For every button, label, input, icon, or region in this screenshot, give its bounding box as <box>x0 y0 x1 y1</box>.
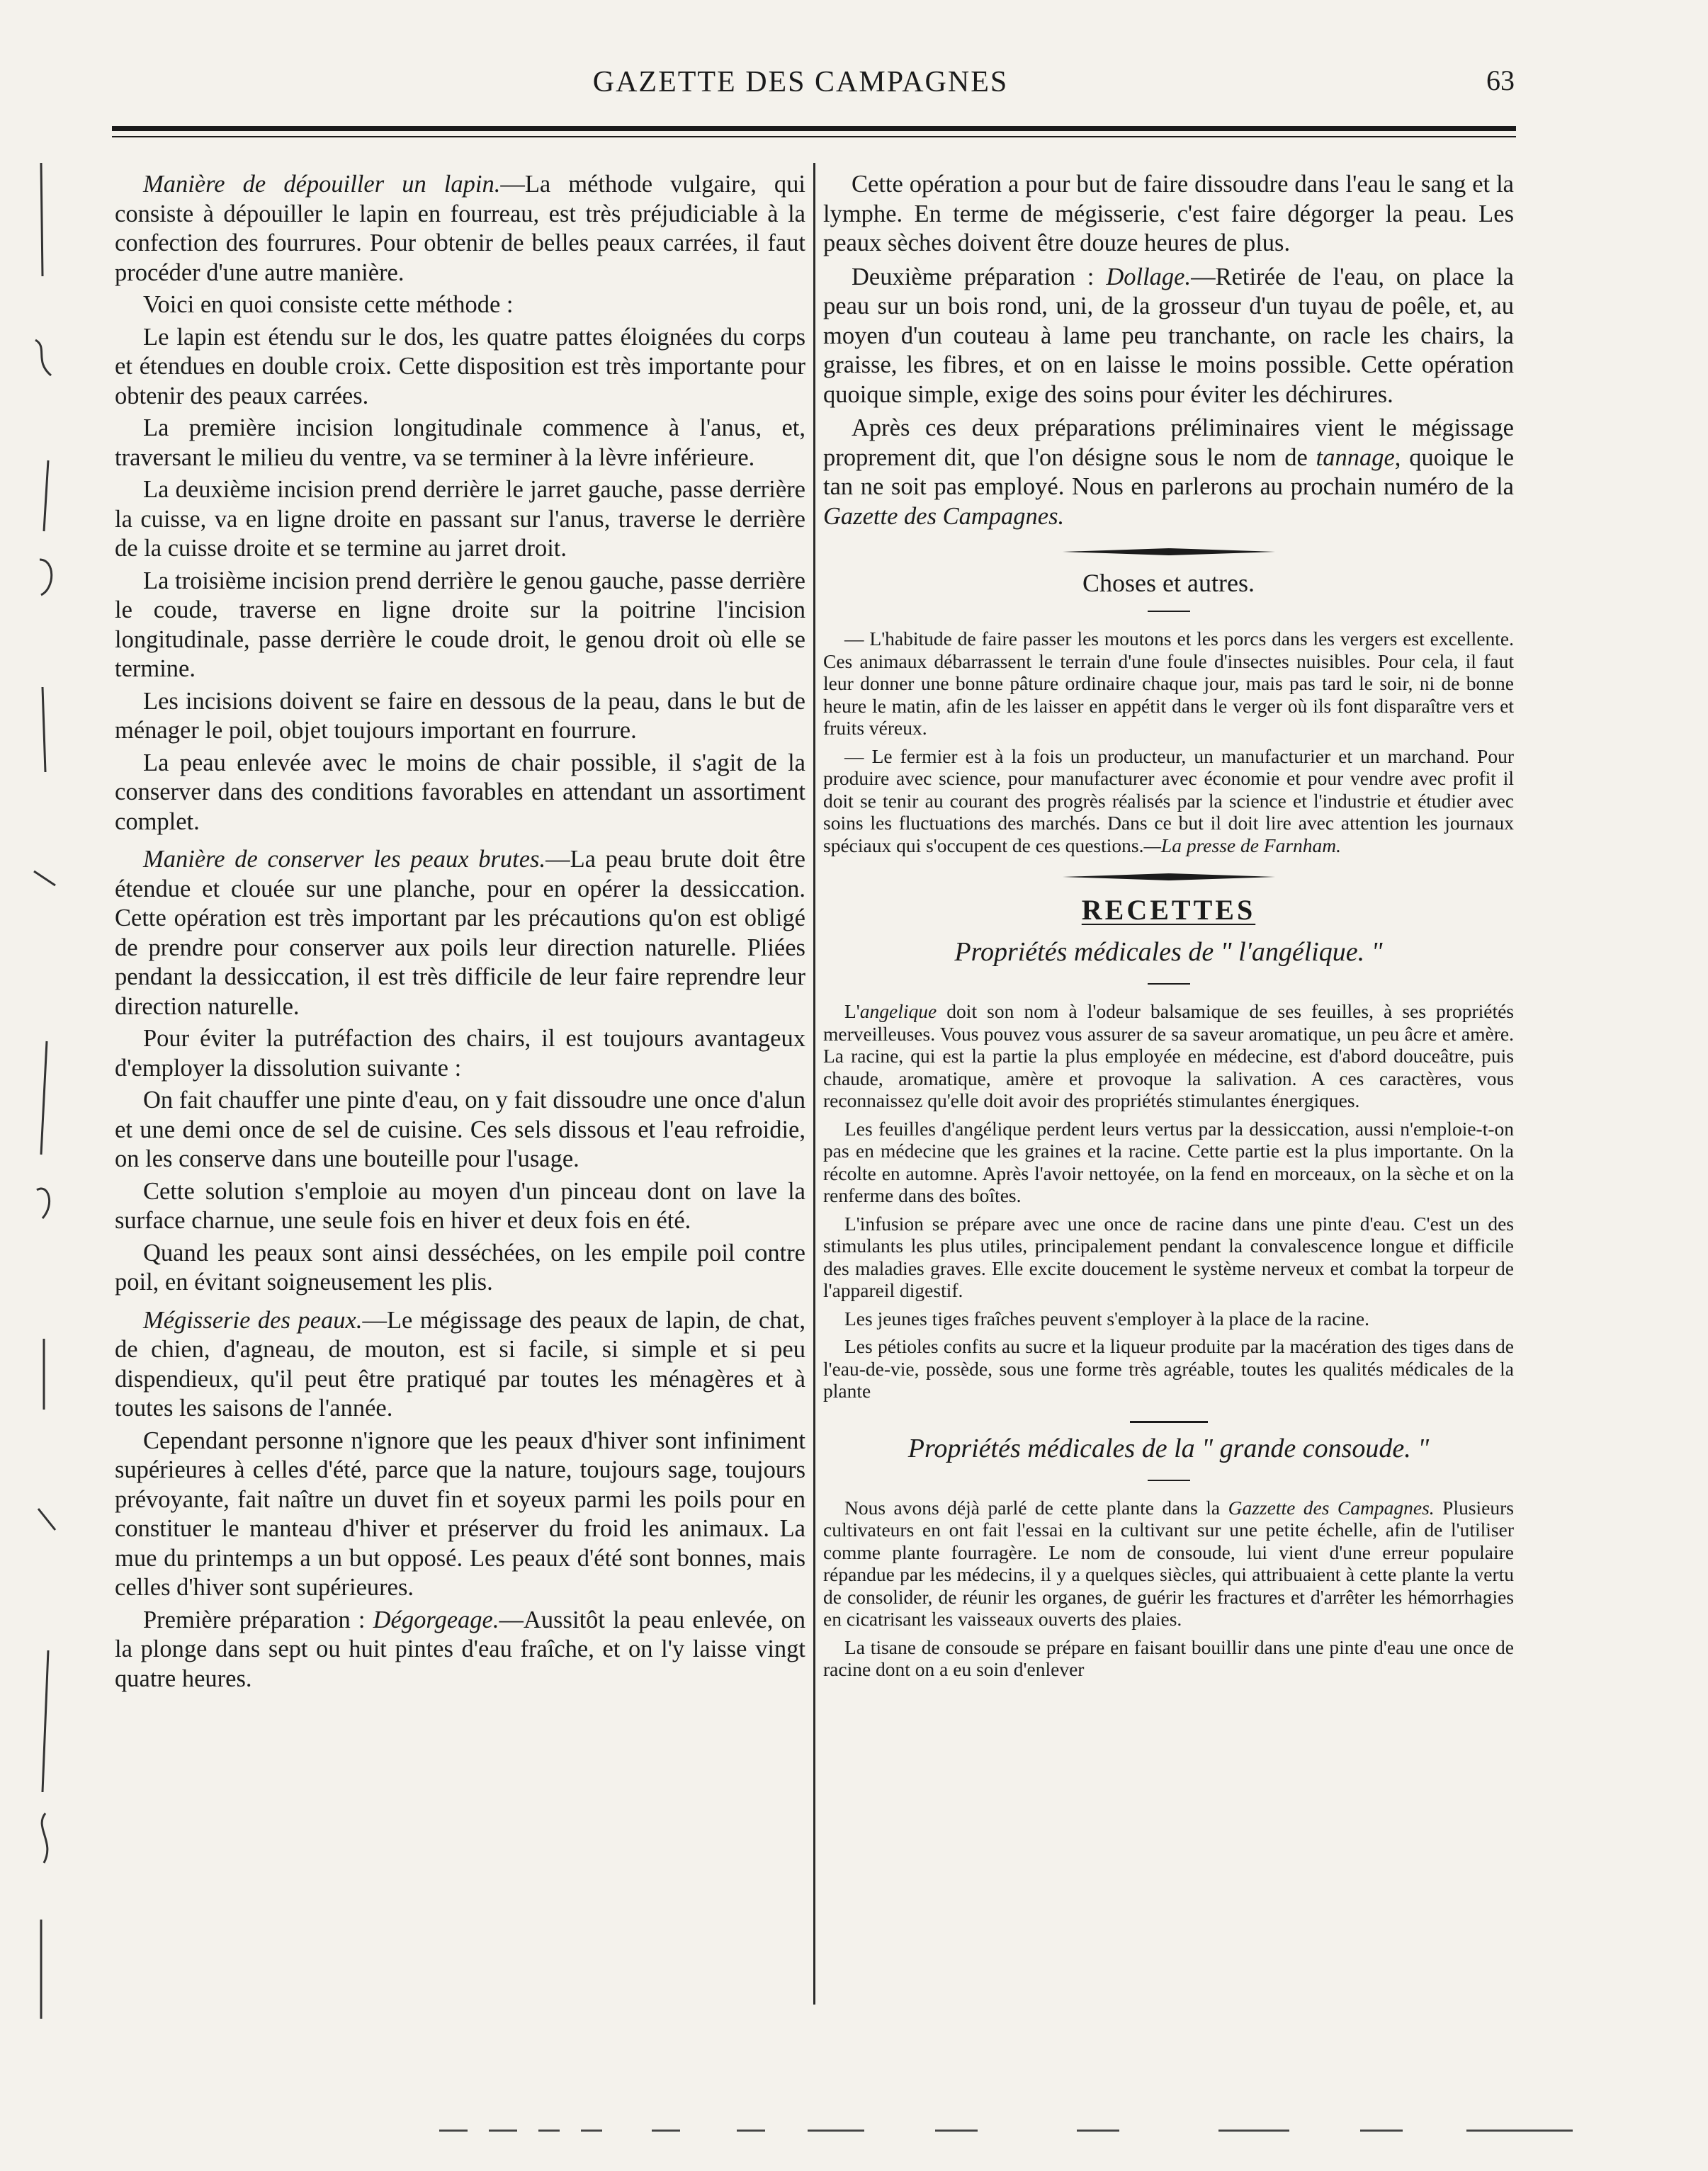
recettes-heading: RECETTES <box>1081 894 1256 926</box>
paragraph-skin-removed: La peau enlevée avec le moins de chair possible, il s'agit de la conserver dans des conditions favorables en attendant un assortiment complet. <box>115 749 805 835</box>
farmer-source: —La presse de Farnham. <box>1143 834 1342 856</box>
angelique-term: angelique <box>859 1000 937 1022</box>
second-prep-label: Deuxième préparation : <box>852 263 1107 290</box>
second-prep-heading: Dollage. <box>1106 263 1192 290</box>
paragraph-second-incision: La deuxième incision prend derrière le jarret gauche, passe derrière la cuisse, va en ligne droite en passant sur l'anus, traverse le derrière de la cuisse droite et se termine au jarret droit. <box>115 476 805 562</box>
paragraph-first-preparation <box>115 1606 805 1694</box>
angelique-heading: Propriétés médicales de " l'angélique. " <box>954 937 1383 967</box>
margin-scribbles <box>27 163 69 2019</box>
paragraph-putrefaction: Pour éviter la putréfaction des chairs, il est toujours avantageux d'employer la dissolution suivante : <box>115 1025 805 1082</box>
consoude-separator <box>1130 1421 1208 1423</box>
angelique-paragraph-3: L'infusion se prépare avec une once de racine dans une pinte d'eau. C'est un des stimulants les plus utiles, principalement pendant la convalescence longue et difficile des maladies graves. Elle excite doucement le système nerveux et combat la torpeur de l'appareil digestif. <box>823 1212 1514 1301</box>
consoude-rule <box>1148 1480 1190 1481</box>
paragraph-tannage <box>823 414 1514 531</box>
running-header-title: GAZETTE DES CAMPAGNES <box>592 66 1009 98</box>
article-rabbit-skinning <box>115 170 805 288</box>
right-column <box>823 170 1514 1687</box>
page-number: 63 <box>1486 64 1515 96</box>
section-ornament <box>1063 547 1275 557</box>
paragraph-second-preparation <box>823 263 1514 410</box>
rabbit-skinning-text: —La méthode vulgaire, qui consiste à dépouiller le lapin en fourreau, est très préjudiciable à la confection des fourrures. Pour obtenir de belles peaux carrées, il faut procéder d'une autre manière. <box>115 171 805 286</box>
left-column <box>115 170 805 1696</box>
gazette-reference: Gazette des Campagnes. <box>823 502 1065 530</box>
tannage-term: tannage <box>1316 443 1395 471</box>
paragraph-method-intro: Voici en quoi consiste cette méthode : <box>143 291 514 318</box>
angelique-paragraph-2: Les feuilles d'angélique perdent leurs vertus par la dessiccation, aussi n'emploie-t-on pas en médecine que les graines et la racine. Cette partie est la plus importante. On la récolte en automne. Après l'avoir nettoyée, on la fend en morceaux, on la sèche et on la renferme dans des boîtes. <box>823 1117 1514 1206</box>
consoude-heading: Propriétés médicales de la " grande consoude. " <box>907 1433 1430 1463</box>
paragraph-third-incision: La troisième incision prend derrière le genou gauche, passe derrière le coude, traverse en ligne droite sur la poitrine l'incision longitudinale, passe derrière le coude droit, le genou droit où elle se termine. <box>115 567 805 682</box>
farmer-text: — Le fermier est à la fois un producteur, un manufacturier et un marchand. Pour produire avec science, pour manufacturer avec économie et pour vendre avec profit il doit se tenir au courant des progrès réalisés par la science et l'industrie et étudier avec soins les fluctuations des marchés. Dans ce but il doit lire avec attention les journaux spéciaux qui s'occupent de ces questions. <box>823 744 1514 856</box>
first-prep-heading: Dégorgeage. <box>373 1606 499 1633</box>
paragraph-brush: Cette solution s'emploie au moyen d'un pinceau dont on lave la surface charnue, une seule fois en hiver et deux fois en été. <box>115 1177 805 1234</box>
header-rule-thick <box>112 126 1516 131</box>
header-rule-thin <box>112 136 1516 137</box>
choses-rule <box>1148 611 1190 612</box>
consoude-gazette-ref: Gazzette des Campagnes. <box>1228 1496 1435 1519</box>
angelique-p1-a: L' <box>844 1000 860 1022</box>
tannage-text-a: Après ces deux préparations préliminaires vient le mégissage proprement dit, que l'on désigne sous le nom de <box>823 414 1514 471</box>
angelique-p1-b: doit son nom à l'odeur balsamique de ses feuilles, à ses propriétés merveilleuses. Vous pouvez vous assurer de sa saveur aromatique, un peu âcre et amère. La racine, qui est la partie la plus employée en médecine, est d'abord douceâtre, puis chaude, aromatique, amère et provoque la salivation. A ces caractères, vous reconnaissez qu'elle doit avoir des propriétés stimulantes énergiques. <box>823 1000 1514 1111</box>
raw-skins-text: —La peau brute doit être étendue et clouée sur une planche, pour en opérer la dessiccation. Cette opération est très important par les précautions qu'on est obligé de prendre pour conserver aux poils leur direction naturelle. Pliées pendant la dessiccation, il est très difficile de leur faire reprendre leur direction naturelle. <box>115 846 805 1020</box>
paragraph-winter-skins: Cependant personne n'ignore que les peaux d'hiver sont infiniment supérieures à celles d'été, parce que la nature, toujours sage, toujours prévoyante, fait naître un duvet fin et soyeux parmi les poils pour en constituer le manteau d'hiver et préserver du froid les animaux. La mue du printemps a un but opposé. Les peaux d'été sont bonnes, mais celles d'hiver sont supérieures. <box>115 1427 805 1601</box>
choses-paragraph-farmer <box>823 745 1514 857</box>
paragraph-first-incision: La première incision longitudinale commence à l'anus, et, traversant le milieu du ventre, va se terminer à la lèvre inférieure. <box>115 414 805 471</box>
article-tawing <box>115 1306 805 1424</box>
angelique-paragraph-1 <box>823 1000 1514 1112</box>
consoude-paragraph-2: La tisane de consoude se prépare en faisant bouillir dans une pinte d'eau une once de racine dont on a eu soin d'enlever <box>823 1636 1514 1680</box>
article-raw-skins <box>115 845 805 1021</box>
choses-paragraph-orchards: — L'habitude de faire passer les moutons et les porcs dans les vergers est excellente. Ces animaux débarrassent le terrain d'une foule d'insectes nuisibles. Pour cela, il faut leur donner une bonne pâture ordinaire chaque jour, mais pas tard le soir, ni de bonne heure le matin, afin de les laisser en appétit dans le verger où ils font disparaître vers et fruits véreux. <box>823 628 1514 739</box>
choses-et-autres-heading: Choses et autres. <box>1082 569 1255 597</box>
angelique-paragraph-5: Les pétioles confits au sucre et la liqueur produite par la macération des tiges dans de l'eau-de-vie, possède, sous une forme très agréable, toutes les qualités médicales de la plante <box>823 1335 1514 1402</box>
column-divider <box>813 163 815 2005</box>
angelique-rule <box>1148 983 1190 985</box>
tawing-heading: Mégisserie des peaux. <box>143 1306 363 1334</box>
first-prep-label: Première préparation : <box>143 1606 373 1633</box>
section-ornament-2 <box>1063 872 1275 882</box>
consoude-p1-a: Nous avons déjà parlé de cette plante dans la <box>844 1496 1228 1519</box>
bottom-print-marks <box>439 2124 1573 2138</box>
paragraph-position: Le lapin est étendu sur le dos, les quatre pattes éloignées du corps et étendues en double croix. Cette disposition est très importante pour obtenir des peaux carrées. <box>115 323 805 409</box>
paragraph-soaking-purpose: Cette opération a pour but de faire dissoudre dans l'eau le sang et la lymphe. En terme de mégisserie, c'est faire dégorger la peau. Les peaux sèches doivent être douze heures de plus. <box>823 171 1514 256</box>
consoude-paragraph-1 <box>823 1497 1514 1631</box>
rabbit-skinning-heading: Manière de dépouiller un lapin. <box>143 171 501 198</box>
tannage-text-b: , quoique le tan ne soit pas employé. Nous en parlerons au prochain numéro de la <box>823 443 1515 500</box>
second-prep-text: —Retirée de l'eau, on place la peau sur un bois rond, uni, de la grosseur d'un tuyau de poêle, et, au moyen d'un couteau à lame peu tranchante, on racle les chairs, la graisse, les fibres, et on en laisse le moins possible. Cette opération quoique simple, exige des soins pour éviter les déchirures. <box>823 263 1514 408</box>
first-prep-text: —Aussitôt la peau enlevée, on la plonge dans sept ou huit pintes d'eau fraîche, et on l'y laisse vingt quatre heures. <box>115 1606 805 1692</box>
raw-skins-heading: Manière de conserver les peaux brutes. <box>143 846 546 873</box>
consoude-p1-b: Plusieurs cultivateurs en ont fait l'essai en la cultivant sur une petite échelle, afin de l'utiliser comme plante fourragère. Le nom de consoude, lui vient d'une erreur populaire répandue par les médecins, il y a quelques siècles, qui attribuaient à cette plante la vertu de consolider, de réunir les organes, de guérir les fractures et d'arrêter les hémorrhagies en cicatrisant les vaisseaux ouverts des plaies. <box>823 1496 1514 1630</box>
paragraph-incisions: Les incisions doivent se faire en dessous de la peau, dans le but de ménager le poil, objet toujours important en fourrure. <box>115 687 805 744</box>
paragraph-stacking: Quand les peaux sont ainsi desséchées, on les empile poil contre poil, en évitant soigneusement les plis. <box>115 1239 805 1296</box>
angelique-paragraph-4: Les jeunes tiges fraîches peuvent s'employer à la place de la racine. <box>844 1307 1370 1330</box>
tawing-text: —Le mégissage des peaux de lapin, de chat, de chien, d'agneau, de mouton, est si facile, si simple et si peu dispendieux, qu'il peut être pratiqué par toutes les ménagères et à toutes les saisons de l'année. <box>115 1306 806 1422</box>
paragraph-solution: On fait chauffer une pinte d'eau, on y fait dissoudre une once d'alun et une demi once de sel de cuisine. Ces sels dissous et l'eau refroidie, on les conserve dans une bouteille pour l'usage. <box>115 1087 805 1172</box>
